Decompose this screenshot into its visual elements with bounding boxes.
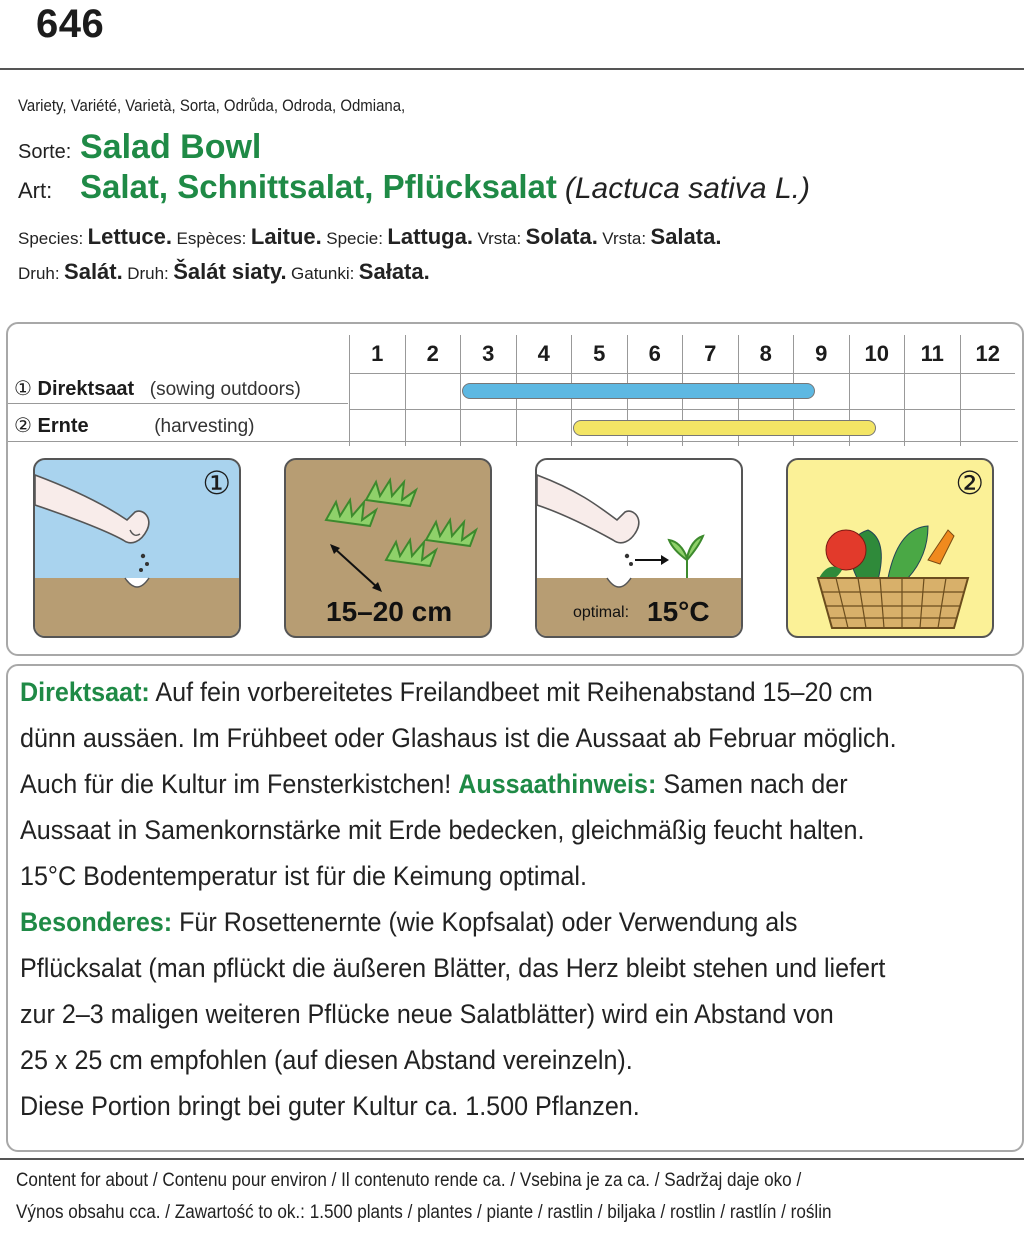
translation-label: Vrsta:: [602, 229, 647, 248]
row-gridline: [349, 409, 1015, 410]
direktsaat-heading: Direktsaat:: [20, 677, 150, 707]
month-header-6: 6: [627, 335, 683, 373]
month-header-5: 5: [571, 335, 627, 373]
optimal-label: optimal:: [573, 604, 630, 621]
row-marker: ②: [14, 415, 32, 437]
month-header-11: 11: [904, 335, 960, 373]
month-header-7: 7: [682, 335, 738, 373]
row-spacing-caption: 15–20 cm: [326, 596, 453, 627]
instruction-line: 25 x 25 cm empfohlen (auf diesen Abstand vereinzeln).: [20, 1045, 633, 1075]
instruction-line: dünn aussäen. Im Frühbeet oder Glashaus ist die Aussaat ab Februar möglich.: [20, 723, 897, 753]
translation-value: Sałata: [358, 259, 424, 284]
translation-label: Species:: [18, 229, 84, 248]
calendar-row-sowing: [14, 376, 301, 401]
tile-harvest: [786, 458, 994, 638]
instruction-line: [20, 677, 873, 708]
translation-value: Solata: [525, 224, 592, 249]
instruction-text: Für Rosettenernte (wie Kopfsalat) oder Verwendung als: [172, 907, 798, 937]
tile-sowing: [33, 458, 241, 638]
instruction-line: Pflücksalat (man pflückt die äußeren Blätter, das Herz bleibt stehen und liefert: [20, 953, 886, 983]
translation-value: Lattuga: [387, 224, 467, 249]
month-header-2: 2: [405, 335, 461, 373]
art-label: Art:: [18, 178, 53, 203]
row-sublabel: (sowing outdoors): [149, 379, 301, 400]
month-header-10: 10: [849, 335, 905, 373]
month-header-12: 12: [960, 335, 1016, 373]
month-header-9: 9: [793, 335, 849, 373]
header-divider: [0, 68, 1024, 70]
translation-label: Gatunki:: [291, 264, 355, 283]
translation-value: Salata: [650, 224, 716, 249]
instruction-line: zur 2–3 maligen weiteren Pflücke neue Salatblätter) wird ein Abstand von: [20, 999, 834, 1029]
aussaathinweis-heading: Aussaathinweis:: [458, 769, 657, 799]
instruction-text: Auf fein vorbereitetes Freilandbeet mit Reihenabstand 15–20 cm: [149, 677, 873, 707]
row-sublabel: (harvesting): [154, 416, 255, 437]
variety-row: [18, 128, 261, 167]
step-badge: ②: [955, 465, 984, 501]
calendar-row-harvest: [14, 413, 255, 438]
variety-name: Salad Bowl: [80, 128, 262, 166]
sowing-calendar: [349, 335, 1015, 446]
tile-row-spacing: [284, 458, 492, 638]
article-number: 646: [36, 2, 105, 46]
tile-germination: [535, 458, 743, 638]
species-translations-2: Druh: Salát. Druh: Šalát siaty. Gatunki: Sałata.: [18, 259, 430, 284]
besonderes-heading: Besonderes:: [20, 907, 173, 937]
harvest-period-bar: [573, 420, 876, 436]
species-translations-1: Species: Lettuce. Espèces: Laitue. Specie: Lattuga. Vrsta: Solata. Vrsta: Salata.: [18, 224, 722, 249]
row-label: Direktsaat: [37, 378, 135, 400]
translation-label: Druh:: [18, 264, 60, 283]
sorte-label: Sorte:: [18, 141, 72, 163]
footer-content-line-1: Content for about / Contenu pour environ / Il contenuto rende ca. / Vsebina je za ca. / Sadržaj daje oko /: [16, 1170, 802, 1191]
month-header-3: 3: [460, 335, 516, 373]
row-divider: [8, 403, 348, 404]
month-header-8: 8: [738, 335, 794, 373]
instruction-text: Auch für die Kultur im Fensterkistchen!: [20, 769, 459, 799]
month-header-4: 4: [516, 335, 572, 373]
instruction-line: Aussaat in Samenkornstärke mit Erde bedecken, gleichmäßig feucht halten.: [20, 815, 865, 845]
species-name: Salat, Schnittsalat, Pflücksalat: [80, 168, 557, 205]
sowing-period-bar: [462, 383, 815, 399]
footer-divider: [0, 1158, 1024, 1160]
species-row: [18, 168, 810, 206]
germination-illustration: [537, 460, 743, 638]
translation-label: Espèces:: [176, 229, 247, 248]
instruction-line: [20, 769, 848, 800]
row-gridline: [349, 373, 1015, 374]
variety-label-list: Variety, Variété, Varietà, Sorta, Odrůda, Odroda, Odmiana,: [18, 96, 406, 115]
step-badge: ①: [202, 465, 231, 501]
translation-value: Lettuce: [87, 224, 166, 249]
month-header-1: 1: [349, 335, 405, 373]
row-marker: ①: [14, 378, 32, 400]
translation-label: Specie:: [326, 229, 383, 248]
instruction-line: 15°C Bodentemperatur ist für die Keimung optimal.: [20, 861, 587, 891]
latin-name: (Lactuca sativa L.): [564, 172, 810, 205]
instruction-text: Samen nach der: [656, 769, 848, 799]
translation-label: Vrsta:: [477, 229, 522, 248]
translation-value: Salát: [64, 259, 117, 284]
row-divider: [8, 441, 1018, 442]
translation-value: Laitue: [250, 224, 316, 249]
row-label: Ernte: [37, 415, 89, 437]
translation-value: Šalát siaty: [173, 259, 281, 284]
footer-content-line-2: Výnos obsahu cca. / Zawartość to ok.: 1.500 plants / plantes / piante / rastlin / biljaka / rostlin / rastlín / roślin: [16, 1202, 832, 1223]
temperature-caption: 15°C: [647, 596, 710, 627]
instruction-line: Diese Portion bringt bei guter Kultur ca. 1.500 Pflanzen.: [20, 1091, 640, 1121]
instruction-line: [20, 907, 797, 938]
translation-label: Druh:: [127, 264, 169, 283]
